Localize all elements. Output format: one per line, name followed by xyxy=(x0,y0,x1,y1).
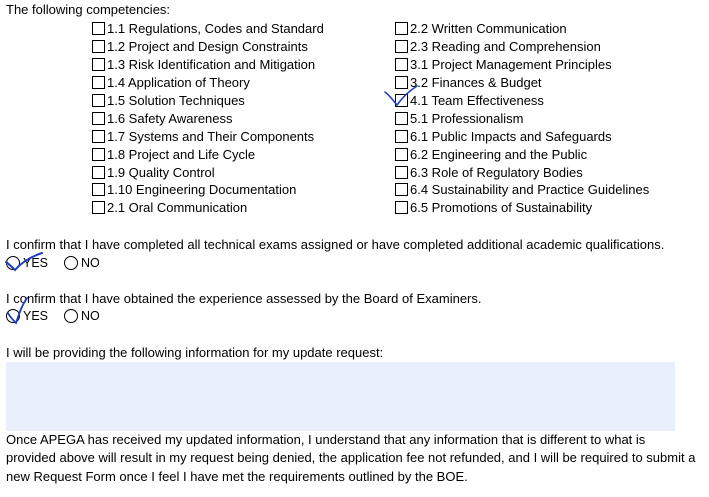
competency-item[interactable] xyxy=(395,199,649,217)
competency-item[interactable] xyxy=(92,20,324,38)
competency-item[interactable] xyxy=(92,145,324,163)
checkbox[interactable] xyxy=(92,94,105,107)
competency-label: 1.6 Safety Awareness xyxy=(107,110,233,126)
checkbox[interactable] xyxy=(395,201,408,214)
yes-label: YES xyxy=(23,309,49,323)
yes-label: YES xyxy=(23,256,49,270)
competency-item[interactable] xyxy=(92,181,324,199)
competency-label: 1.4 Application of Theory xyxy=(107,75,250,91)
competency-item[interactable] xyxy=(92,74,324,92)
competency-label: 6.1 Public Impacts and Safeguards xyxy=(410,128,612,144)
checkbox[interactable] xyxy=(92,58,105,71)
checkbox[interactable] xyxy=(92,148,105,161)
competency-label: 1.5 Solution Techniques xyxy=(107,93,245,108)
competency-item[interactable] xyxy=(395,20,649,38)
competency-item[interactable] xyxy=(92,92,324,110)
competency-item[interactable] xyxy=(92,38,324,56)
confirm-experience-question: I confirm that I have obtained the experience assessed by the Board of Examiners. xyxy=(6,291,482,306)
no-label: NO xyxy=(81,309,100,323)
confirm-exams-no-option[interactable] xyxy=(64,256,100,270)
confirm-exams-yes-option[interactable] xyxy=(6,256,48,270)
competency-item[interactable] xyxy=(92,56,324,74)
confirm-experience-radio-group xyxy=(6,307,114,325)
competency-item[interactable] xyxy=(395,74,649,92)
checkbox[interactable] xyxy=(395,166,408,179)
competencies-left-column xyxy=(92,20,324,217)
confirm-experience-no-option[interactable] xyxy=(64,309,100,323)
competency-label: 3.1 Project Management Principles xyxy=(410,57,612,73)
competency-item[interactable] xyxy=(395,109,649,127)
checkbox[interactable] xyxy=(92,112,105,125)
competency-label: 6.4 Sustainability and Practice Guidelines xyxy=(410,182,650,198)
update-info-field[interactable] xyxy=(6,362,675,431)
no-label: NO xyxy=(81,256,100,270)
competency-item[interactable] xyxy=(92,127,324,145)
competency-label: 1.10 Engineering Documentation xyxy=(107,182,297,198)
competency-label: 1.8 Project and Life Cycle xyxy=(107,146,256,162)
competency-label: 1.1 Regulations, Codes and Standard xyxy=(107,21,324,37)
competency-item[interactable] xyxy=(395,163,649,181)
competencies-heading: The following competencies: xyxy=(6,2,171,17)
checkbox[interactable] xyxy=(92,130,105,143)
competency-item[interactable] xyxy=(395,181,649,199)
competency-item[interactable] xyxy=(395,127,649,145)
competency-item[interactable] xyxy=(92,109,324,127)
checkbox[interactable] xyxy=(92,40,105,53)
competency-label: 1.7 Systems and Their Components xyxy=(107,128,315,144)
competency-label: 6.5 Promotions of Sustainability xyxy=(410,200,593,216)
competencies-right-column xyxy=(395,20,649,217)
competency-label: 6.2 Engineering and the Public xyxy=(410,146,588,162)
checkbox[interactable] xyxy=(395,130,408,143)
radio-no[interactable] xyxy=(64,309,78,323)
competency-label: 1.3 Risk Identification and Mitigation xyxy=(107,57,316,73)
checkbox[interactable] xyxy=(395,22,408,35)
checkbox[interactable] xyxy=(92,183,105,196)
competency-label: 6.3 Role of Regulatory Bodies xyxy=(410,164,583,180)
checkbox[interactable] xyxy=(92,22,105,35)
checkbox-checked[interactable] xyxy=(395,94,408,107)
radio-no[interactable] xyxy=(64,256,78,270)
competency-item[interactable] xyxy=(395,38,649,56)
checkbox[interactable] xyxy=(92,76,105,89)
confirm-exams-radio-group xyxy=(6,254,114,272)
confirm-exams-question: I confirm that I have completed all technical exams assigned or have completed additional academic qualifications. xyxy=(6,237,665,252)
confirm-experience-yes-option[interactable] xyxy=(6,309,48,323)
competency-label: 2.2 Written Communication xyxy=(410,21,567,37)
competency-label: 2.3 Reading and Comprehension xyxy=(410,39,601,55)
competency-label: 3.2 Finances & Budget xyxy=(410,75,542,91)
competency-item[interactable] xyxy=(395,145,649,163)
update-info-label: I will be providing the following information for my update request: xyxy=(6,345,384,360)
competency-item[interactable] xyxy=(395,56,649,74)
competency-label: 4.1 Team Effectiveness xyxy=(410,93,544,108)
checkbox[interactable] xyxy=(395,40,408,53)
checkbox[interactable] xyxy=(395,183,408,196)
checkbox[interactable] xyxy=(395,148,408,161)
checkbox[interactable] xyxy=(395,58,408,71)
checkbox[interactable] xyxy=(92,166,105,179)
competency-item[interactable] xyxy=(92,199,324,217)
competency-label: 2.1 Oral Communication xyxy=(107,200,248,216)
competency-item[interactable] xyxy=(92,163,324,181)
competency-label: 1.9 Quality Control xyxy=(107,164,215,180)
checkbox[interactable] xyxy=(395,112,408,125)
disclaimer-text: Once APEGA has received my updated information, I understand that any information that is different to what is provided above will result in my request being denied, the application fee not refunded, and I will be required to submit a new Request Form once I feel I have met the requirements outlined by the BOE. xyxy=(6,432,696,484)
checkbox[interactable] xyxy=(92,201,105,214)
radio-yes[interactable] xyxy=(6,256,20,270)
competency-label: 5.1 Professionalism xyxy=(410,110,524,126)
checkbox[interactable] xyxy=(395,76,408,89)
radio-yes[interactable] xyxy=(6,309,20,323)
competency-label: 1.2 Project and Design Constraints xyxy=(107,39,308,55)
competency-item[interactable] xyxy=(395,92,649,110)
